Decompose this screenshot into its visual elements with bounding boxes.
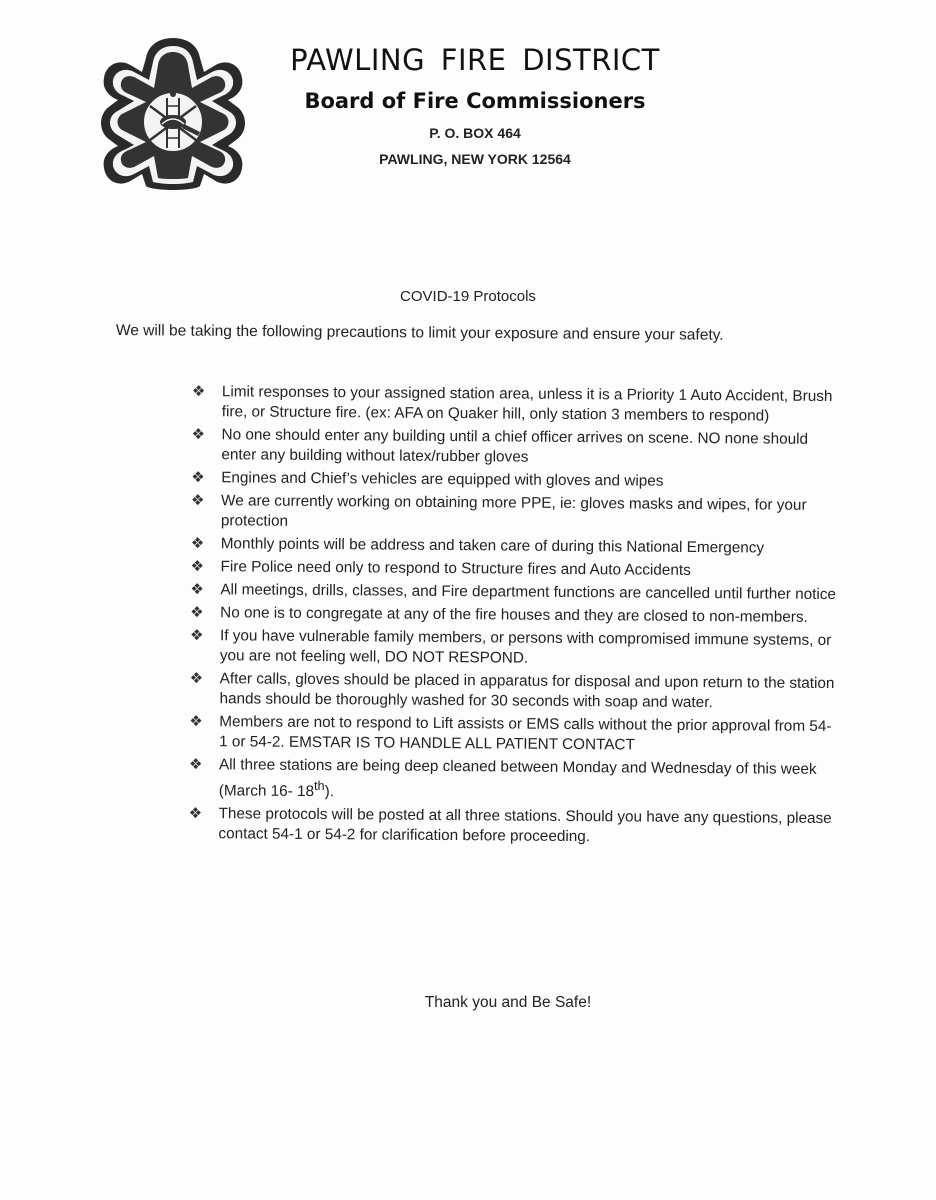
list-item bbox=[187, 712, 837, 757]
list-item-text: Monthly points will be address and taken care of during this National Emergency bbox=[220, 535, 765, 557]
bullet-diamond-icon: ❖ bbox=[189, 627, 204, 645]
closing-line: Thank you and Be Safe! bbox=[424, 994, 592, 1011]
ordinal-suffix: th bbox=[313, 777, 325, 794]
list-item bbox=[186, 804, 836, 849]
document-title: COVID-19 Protocols bbox=[400, 288, 536, 305]
list-item-text: Members are not to respond to Lift assists or EMS calls without the prior approval from 54-1 or 54-2. EMSTAR IS TO HANDLE ALL PATIENT CONTACT bbox=[219, 713, 832, 754]
protocol-list bbox=[186, 382, 840, 852]
list-item bbox=[189, 468, 839, 493]
list-item-text: Limit responses to your assigned station area, unless it is a Priority 1 Auto Accident, Brush fire, or Structure fire. (ex: AFA on Quaker hill, only station 3 members to respond) bbox=[221, 383, 833, 425]
bullet-diamond-icon: ❖ bbox=[188, 756, 203, 774]
bullet-diamond-icon: ❖ bbox=[190, 558, 205, 576]
bullet-diamond-icon: ❖ bbox=[190, 581, 204, 599]
letterhead bbox=[250, 40, 700, 169]
org-name-word-2: FIRE bbox=[440, 43, 507, 77]
list-item-text: We are currently working on obtaining more PPE, ie: gloves masks and wipes, for your protection bbox=[220, 492, 807, 530]
list-item-text: These protocols will be posted at all three stations. Should you have any questions, please contact 54-1 or 54-2 for clarification before proceeding. bbox=[218, 805, 832, 846]
list-item bbox=[188, 580, 838, 605]
list-item-text: After calls, gloves should be placed in apparatus for disposal and upon return to the station hands should be thoroughly washed for 30 seconds with soap and water. bbox=[219, 670, 835, 712]
list-item-text: Fire Police need only to respond to Structure fires and Auto Accidents bbox=[220, 558, 691, 579]
bullet-diamond-icon: ❖ bbox=[191, 383, 206, 401]
bullet-diamond-icon: ❖ bbox=[189, 713, 203, 731]
list-item-text-before: All three stations are being deep cleaned between Monday and Wednesday of this week (March 16- 18 bbox=[218, 756, 817, 801]
list-item bbox=[188, 603, 838, 628]
list-item bbox=[188, 626, 838, 671]
org-name-word-1: PAWLING bbox=[290, 43, 426, 77]
bullet-diamond-icon: ❖ bbox=[189, 670, 204, 688]
list-item bbox=[187, 755, 837, 806]
list-item bbox=[187, 669, 837, 714]
po-box: P. O. BOX 464 bbox=[429, 125, 521, 141]
bullet-diamond-icon: ❖ bbox=[191, 469, 205, 487]
bullet-diamond-icon: ❖ bbox=[190, 535, 205, 553]
list-item-text: No one is to congregate at any of the fire houses and they are closed to non-members. bbox=[220, 604, 808, 626]
list-item bbox=[188, 557, 838, 582]
intro-paragraph: We will be taking the following precautions to limit your exposure and ensure your safety. bbox=[115, 322, 724, 344]
bullet-diamond-icon: ❖ bbox=[191, 426, 206, 444]
list-item-text: No one should enter any building until a chief officer arrives on scene. NO none should enter any building without latex/rubber gloves bbox=[221, 426, 809, 466]
bullet-diamond-icon: ❖ bbox=[190, 604, 204, 622]
list-item bbox=[189, 491, 839, 536]
maltese-cross-fire-emblem-icon bbox=[96, 36, 250, 190]
organization-name bbox=[250, 40, 700, 80]
bullet-diamond-icon: ❖ bbox=[191, 492, 205, 510]
list-item-text-after: ). bbox=[324, 783, 335, 801]
board-name: Board of Fire Commissioners bbox=[304, 89, 646, 113]
list-item bbox=[189, 534, 839, 559]
list-item-text: All meetings, drills, classes, and Fire department functions are cancelled until further notice bbox=[220, 581, 836, 604]
list-item-text: If you have vulnerable family members, or persons with compromised immune systems, or you are not feeling well, DO NOT RESPOND. bbox=[219, 627, 832, 667]
list-item bbox=[190, 382, 840, 427]
city-address: PAWLING, NEW YORK 12564 bbox=[379, 151, 571, 167]
bullet-diamond-icon: ❖ bbox=[188, 805, 203, 823]
list-item-text: Engines and Chief’s vehicles are equipped with gloves and wipes bbox=[221, 469, 664, 490]
org-name-word-3: DISTRICT bbox=[522, 43, 660, 77]
list-item bbox=[189, 425, 839, 470]
